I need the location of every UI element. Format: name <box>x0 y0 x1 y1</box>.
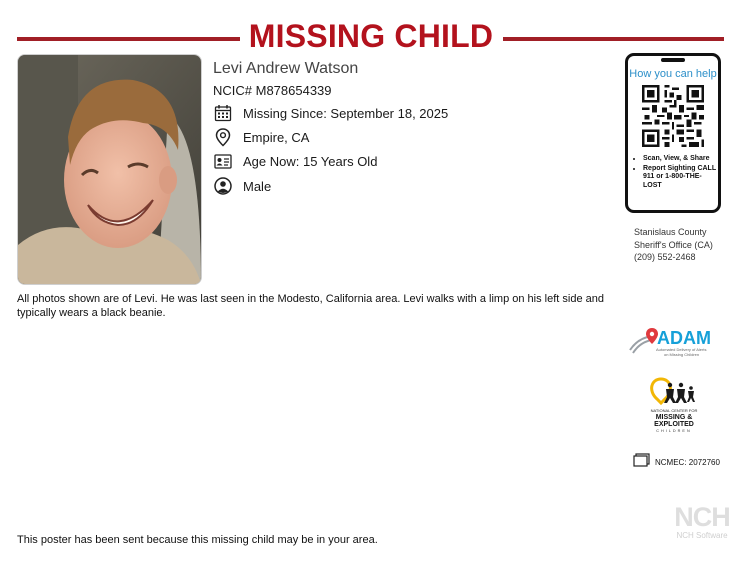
id-card-icon <box>213 151 233 171</box>
adam-wordmark: ADAM <box>657 328 711 348</box>
agency-phone[interactable]: (209) 552-2468 <box>634 252 696 262</box>
child-name: Levi Andrew Watson <box>213 60 359 77</box>
footer-note: This poster has been sent because this missing child may be in your area. <box>17 534 378 546</box>
adam-logo <box>628 326 720 360</box>
ncmec-line-4: CHILDREN <box>656 429 692 433</box>
qr-code[interactable] <box>642 85 704 147</box>
nch-software-text: NCH Software <box>676 531 728 540</box>
ncmec-line-2: MISSING & <box>655 414 693 421</box>
location-text: Empire, CA <box>243 129 310 145</box>
child-photo <box>17 54 202 285</box>
ncmec-case <box>633 453 720 472</box>
ncmec-case-number: NCMEC: 2072760 <box>655 458 720 467</box>
sex-text: Male <box>243 178 272 194</box>
calendar-icon <box>213 103 233 123</box>
adam-tagline-1: Automated Delivery of Alerts <box>656 347 707 352</box>
ncmec-line-3: EXPLOITED <box>654 421 694 428</box>
nch-watermark <box>672 503 732 540</box>
location-row <box>213 127 309 147</box>
poster-title: MISSING CHILD <box>248 18 494 54</box>
agency-line-1: Stanislaus County <box>634 227 707 237</box>
child-photo-image <box>18 55 201 284</box>
missing-since-row <box>213 103 448 123</box>
help-bullet-report: • Report Sighting CALL 911 or 1-800-THE-LOST <box>643 165 719 191</box>
age-text: Age Now: 15 Years Old <box>243 153 378 169</box>
file-icon <box>633 453 650 472</box>
help-panel-phone <box>625 53 721 213</box>
age-row <box>213 151 377 171</box>
location-pin-icon <box>213 127 233 147</box>
nch-logo: NCH <box>674 502 730 532</box>
phone-notch <box>661 58 685 62</box>
missing-since-text: Missing Since: September 18, 2025 <box>243 105 449 121</box>
adam-tagline-2: on Missing Children <box>664 352 700 357</box>
help-bullets <box>631 155 719 191</box>
help-bullet-scan: • Scan, View, & Share <box>643 155 719 164</box>
ncmec-line-1: NATIONAL CENTER FOR <box>650 408 698 413</box>
ncic-number: NCIC# M878654339 <box>213 83 332 98</box>
header-rule-left <box>17 37 240 41</box>
child-description: All photos shown are of Levi. He was last seen in the Modesto, California area. Levi walks with a limp on his left side and typically wears a black beanie. <box>17 293 604 319</box>
agency-line-2: Sheriff's Office (CA) <box>634 239 713 250</box>
header-rule-right <box>503 37 724 41</box>
help-heading: How you can help <box>629 68 717 80</box>
sex-row <box>213 176 271 196</box>
ncmec-logo <box>643 373 705 435</box>
person-icon <box>213 176 233 196</box>
agency-contact <box>634 226 713 264</box>
